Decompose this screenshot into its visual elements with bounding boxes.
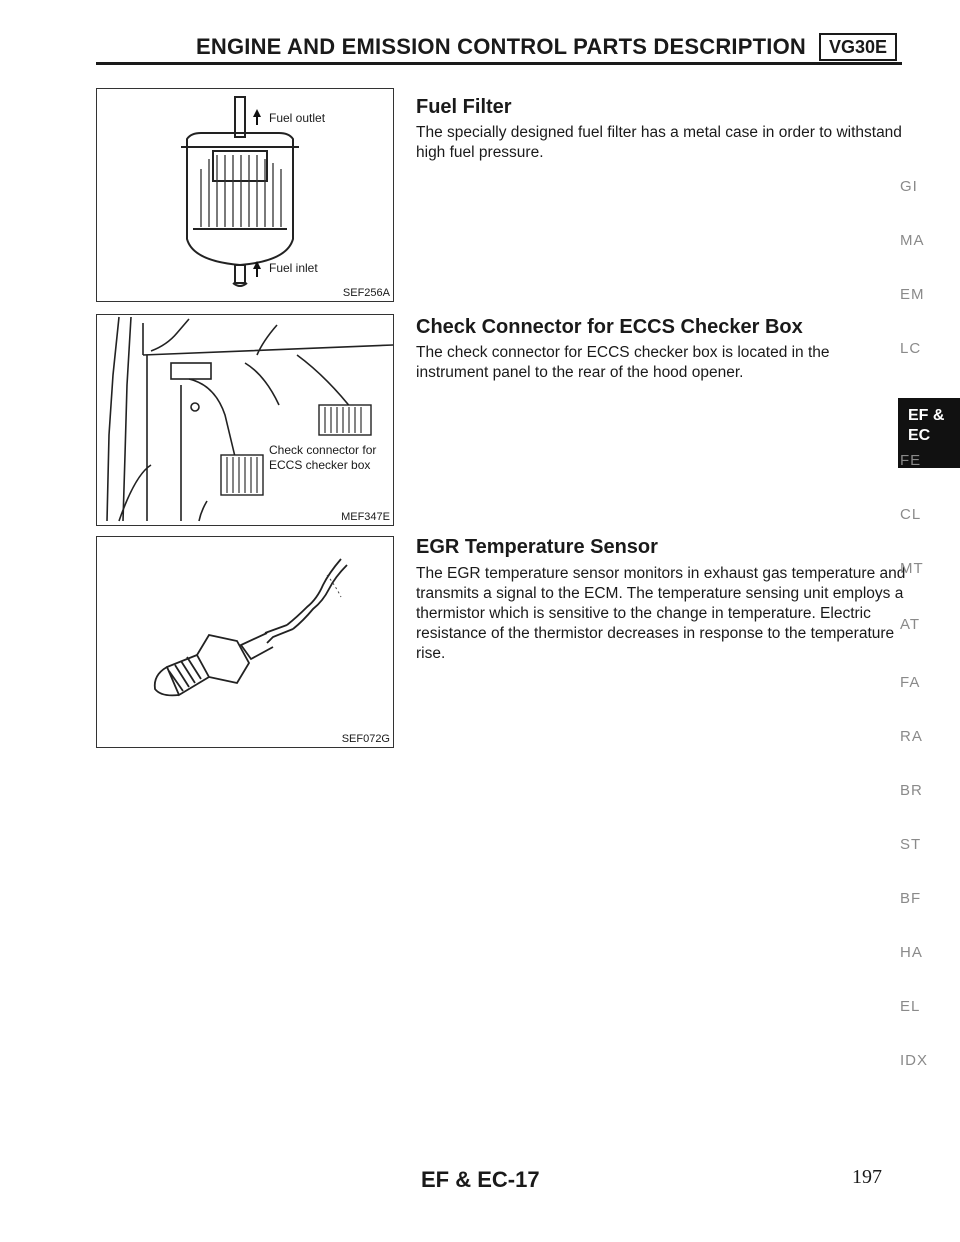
side-tab-ra[interactable]: RA (900, 728, 923, 745)
check-connector-heading: Check Connector for ECCS Checker Box (416, 316, 803, 338)
side-tab-fa[interactable]: FA (900, 674, 921, 691)
page-title: ENGINE AND EMISSION CONTROL PARTS DESCRIPTION (196, 34, 806, 59)
side-tab-ma[interactable]: MA (900, 232, 925, 249)
engine-badge: VG30E (819, 33, 897, 61)
side-tab-fe[interactable]: FE (900, 452, 922, 469)
check-connector-label-line2: ECCS checker box (269, 458, 371, 472)
side-tab-el[interactable]: EL (900, 998, 921, 1015)
side-tab-cl[interactable]: CL (900, 506, 922, 523)
fuel-filter-heading: Fuel Filter (416, 96, 512, 118)
check-connector-text: The check connector for ECCS checker box is located in the instrument panel to the rear of the hood opener. (416, 344, 830, 381)
side-tab-ef-ec-line1: EF & (908, 407, 945, 424)
fuel-filter-text: The specially designed fuel filter has a metal case in order to withstand high fuel pressure. (416, 124, 902, 161)
side-tab-ha[interactable]: HA (900, 944, 923, 961)
egr-sensor-text: The EGR temperature sensor monitors in exhaust gas temperature and transmits a signal to the ECM. The temperature sensing unit employs a thermistor which is sensitive to the change in temperature. Electric resistance of the thermistor decreases in response to the temperature rise. (416, 565, 906, 662)
figure-code: SEF072G (341, 733, 390, 745)
fuel-outlet-label: Fuel outlet (269, 111, 326, 125)
side-tab-br[interactable]: BR (900, 782, 923, 799)
side-tab-ef-ec-line2: EC (908, 427, 931, 444)
side-tab-at[interactable]: AT (900, 616, 921, 633)
side-tab-mt[interactable]: MT (900, 560, 924, 577)
egr-sensor-heading: EGR Temperature Sensor (416, 536, 658, 558)
check-connector-figure (96, 314, 394, 526)
side-tab-lc[interactable]: LC (900, 340, 922, 357)
fuel-inlet-label: Fuel inlet (269, 261, 318, 275)
figure-code: SEF256A (342, 287, 390, 299)
fuel-filter-figure (96, 88, 394, 302)
check-connector-label-line1: Check connector for (269, 443, 377, 457)
figure-code: MEF347E (341, 511, 390, 523)
check-connector-illustration (97, 315, 393, 525)
page-label: EF & EC-17 (421, 1167, 540, 1192)
side-tab-st[interactable]: ST (900, 836, 922, 853)
up-arrow-icon (253, 109, 261, 125)
side-tab-bf[interactable]: BF (900, 890, 922, 907)
side-tab-idx[interactable]: IDX (900, 1052, 929, 1069)
egr-sensor-figure (96, 536, 394, 748)
fuel-filter-illustration (97, 89, 393, 301)
egr-sensor-illustration (97, 537, 393, 747)
side-tab-em[interactable]: EM (900, 286, 925, 303)
page-number: 197 (852, 1166, 882, 1188)
side-tab-gi[interactable]: GI (900, 178, 918, 195)
header-rule (96, 62, 902, 65)
